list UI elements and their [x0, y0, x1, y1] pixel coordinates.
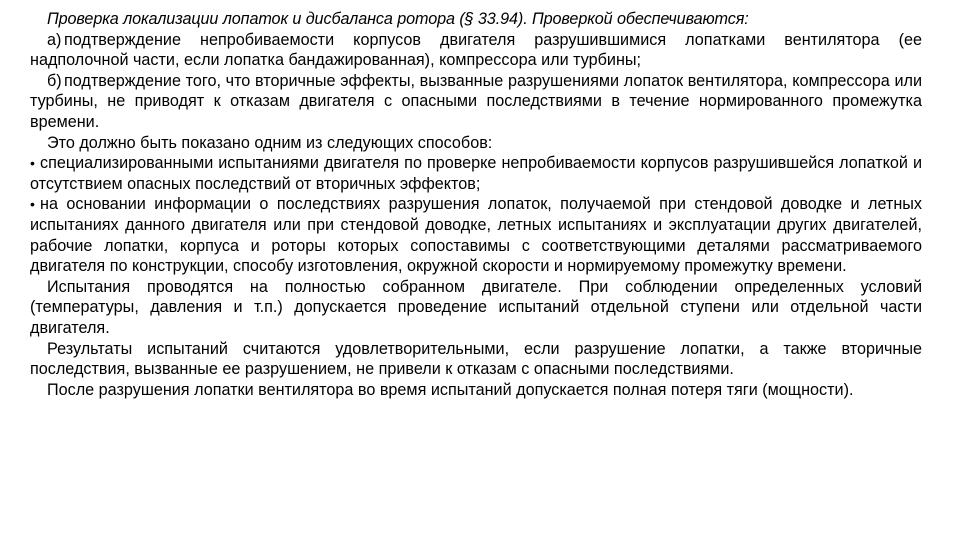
bullet-icon: • [30, 155, 35, 172]
section-title: Проверка локализации лопаток и дисбаланса ротора (§ 33.94). Проверкой обеспечиваются: [47, 10, 749, 28]
paragraph-test-conditions: Испытания проводятся на полностью собранном двигателе. При соблюдении определенных условий (температуры, давления и т.п.) допускается проведение испытаний отдельной ступени или отдельной части двигателя. [30, 277, 922, 337]
paragraph-test-results: Результаты испытаний считаются удовлетворительными, если разрушение лопатки, а также вторичные последствия, вызванные ее разрушением, не привели к отказам с опасными последствиями. [30, 339, 922, 379]
methods-intro-paragraph: Это должно быть показано одним из следующих способов: [47, 133, 493, 152]
paragraph-thrust-loss: После разрушения лопатки вентилятора во время испытаний допускается полная потеря тяги (мощности). [47, 380, 854, 399]
list-item-a [30, 30, 922, 71]
list-item-b [30, 71, 922, 133]
bullet-icon: • [30, 196, 35, 213]
bullet-text-2: на основании информации о последствиях разрушения лопаток, получаемой при стендовой доводке и летных испытаниях данного двигателя или при стендовой доводке, летных испытаниях и эксплуатации других двигателей, рабочие лопатки, корпуса и роторы которых сопоставимы с соответствующими деталями рассматриваемого двигателя по конструкции, способу изготовления, окружной скорости и нормируемому промежутку времени. [30, 195, 922, 276]
bullet-item-2 [30, 194, 922, 276]
item-marker-a: а) [47, 30, 62, 49]
item-text-b: подтверждение того, что вторичные эффекты, вызванные разрушениями лопаток вентилятора, компрессора или турбины, не приводят к отказам двигателя с опасными последствиями в течение нормированного промежутка времени. [30, 71, 922, 131]
item-text-a: подтверждение непробиваемости корпусов двигателя разрушившимися лопатками вентилятора (ее надполочной части, если лопатка бандажированная), компрессора или турбины; [30, 30, 922, 70]
bullet-item-1 [30, 153, 922, 194]
item-marker-b: б) [47, 71, 62, 90]
bullet-text-1: специализированными испытаниями двигателя по проверке непробиваемости корпусов разрушившейся лопаткой и отсутствием опасных последствий от вторичных эффектов; [30, 154, 922, 193]
document-body [30, 9, 922, 400]
